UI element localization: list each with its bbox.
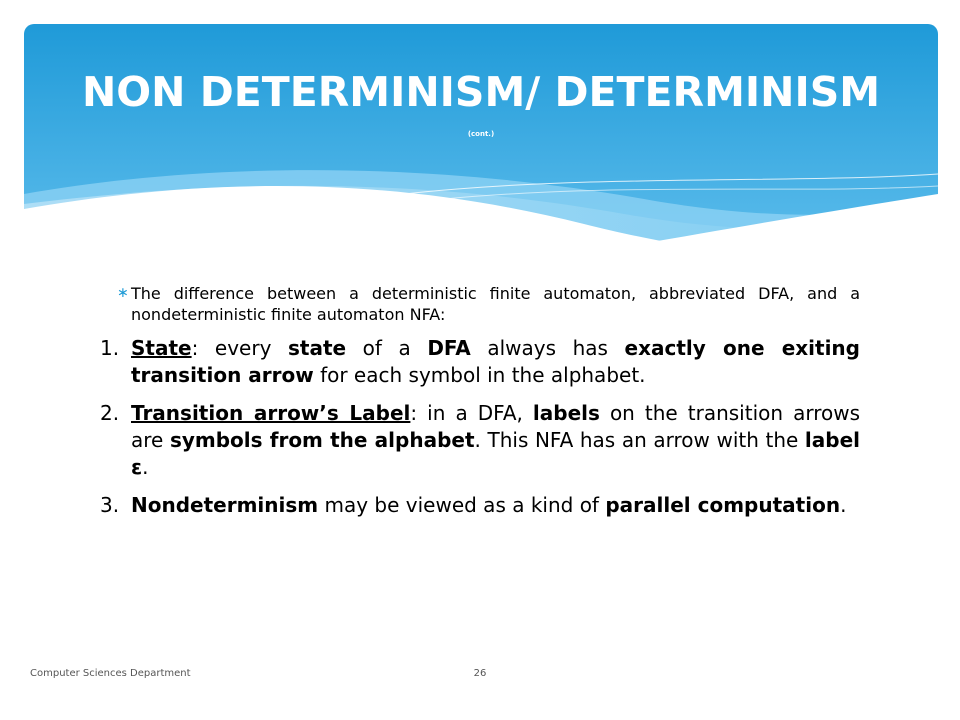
list-item — [100, 335, 860, 389]
slide-body — [100, 283, 860, 530]
list-item-number: 3. — [100, 493, 120, 517]
list-item-text: of a — [346, 336, 428, 360]
list-item-text: . This NFA has an arrow with the — [474, 428, 805, 452]
intro-text: The difference between a deterministic finite automaton, abbreviated DFA, and a nondeterministic finite automaton NFA: — [131, 284, 860, 324]
emphasis-text: symbols from the alphabet — [169, 428, 475, 452]
slide-title: NON DETERMINISM/ DETERMINISM — [81, 68, 881, 116]
emphasis-text: labels — [532, 401, 600, 425]
list-item-heading: Transition arrow’s Label — [131, 401, 411, 425]
emphasis-text: state — [287, 336, 347, 360]
title-banner — [24, 24, 938, 254]
emphasis-text: parallel computation — [605, 493, 841, 517]
emphasis-text: exactly one exiting transition arrow — [131, 336, 860, 387]
footer-department: Computer Sciences Department — [30, 668, 191, 679]
emphasis-text: DFA — [427, 336, 471, 360]
list-item-text: : every — [191, 336, 288, 360]
list-item-text: : in a DFA, — [410, 401, 533, 425]
intro-paragraph — [100, 283, 860, 325]
list-item-text: always has — [470, 336, 625, 360]
wave-background — [24, 24, 938, 254]
list-item-text: may be viewed as a kind of — [318, 493, 606, 517]
emphasis-text: Nondeterminism — [131, 493, 319, 517]
list-item — [100, 492, 860, 519]
list-item-number: 1. — [100, 336, 120, 360]
slide-subtitle: (cont.) — [467, 130, 495, 138]
emphasis-text: label ε — [131, 428, 861, 479]
list-item — [100, 400, 860, 481]
list-item-number: 2. — [100, 401, 120, 425]
list-item-heading: State — [131, 336, 192, 360]
list-item-text: for each symbol in the alphabet. — [313, 363, 646, 387]
list-item-text: on the transition arrows are — [131, 401, 861, 452]
numbered-list — [100, 335, 860, 519]
list-item-text: . — [840, 493, 847, 517]
footer-page-number: 26 — [473, 668, 487, 679]
list-item-text: . — [142, 455, 149, 479]
asterisk-bullet-icon: ∗ — [117, 285, 129, 301]
